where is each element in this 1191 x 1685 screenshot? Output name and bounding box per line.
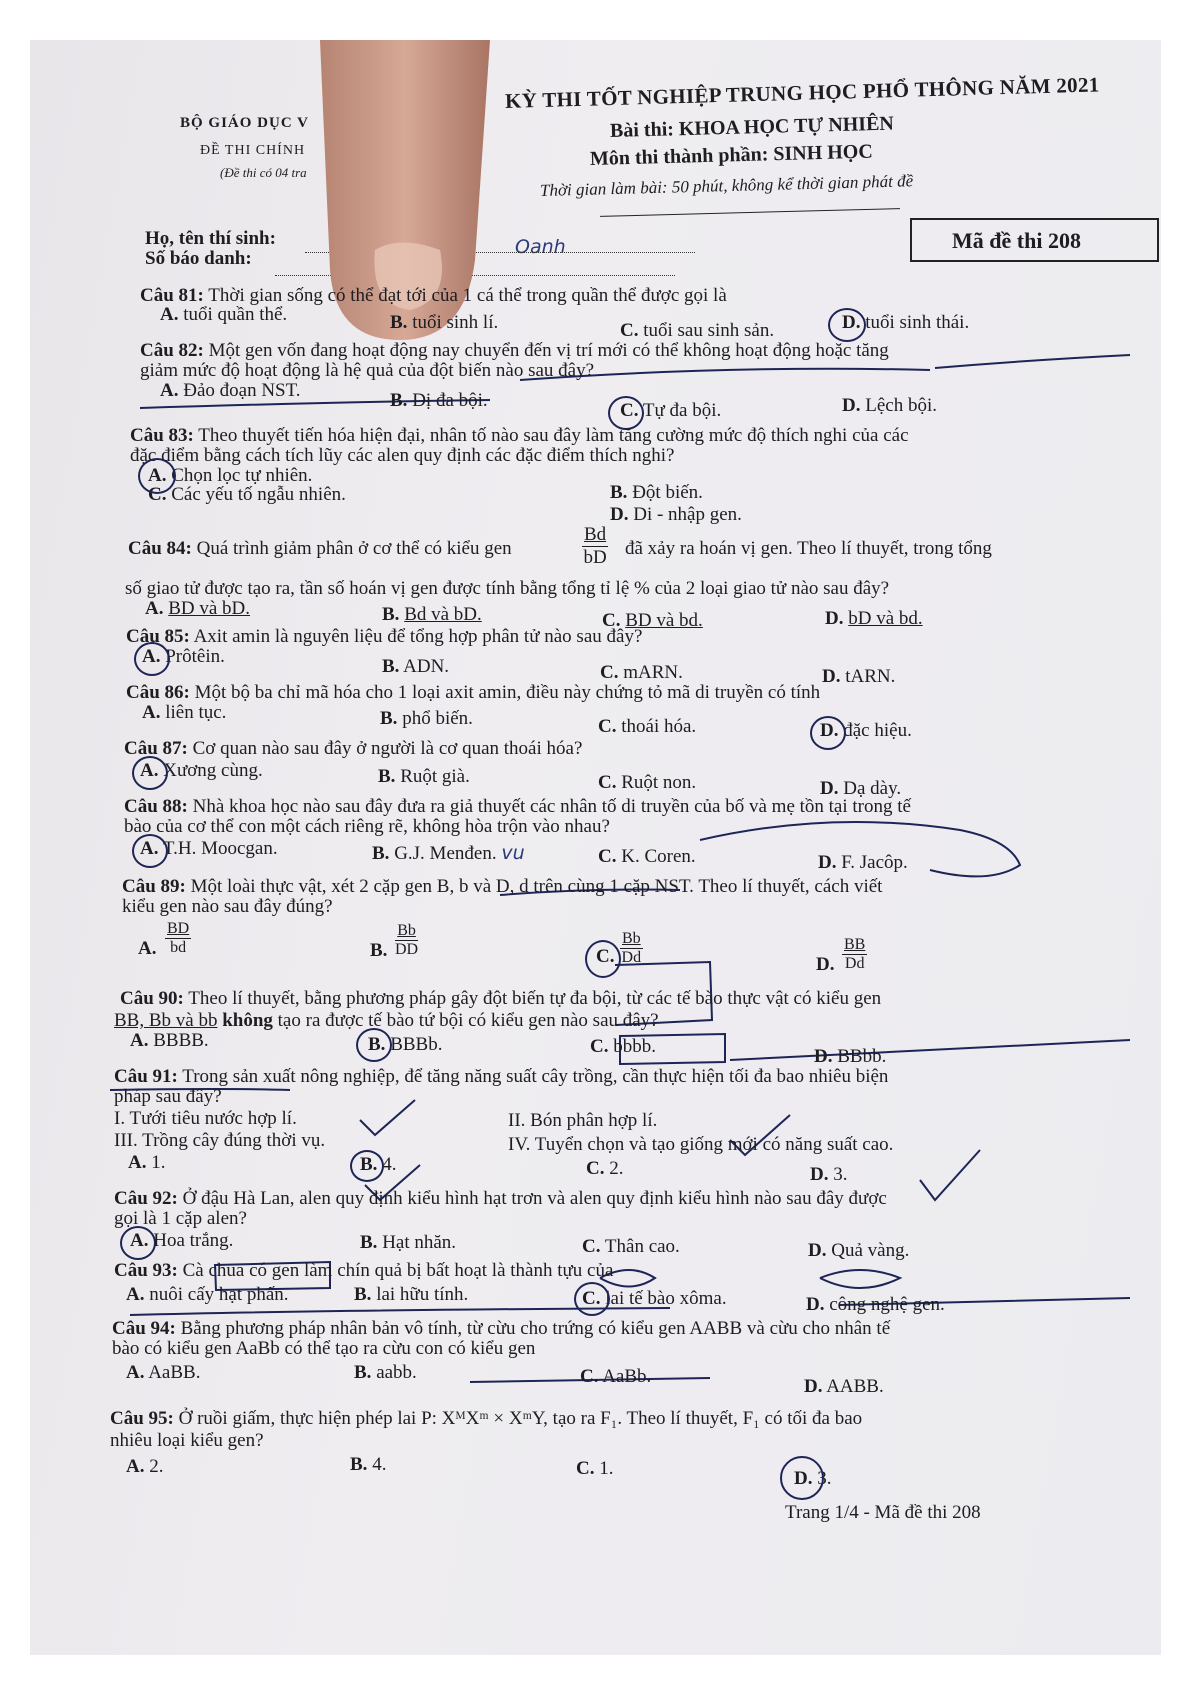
q94-a-label: A. [126,1362,145,1383]
q89-c-label: C. [596,946,615,967]
q87-d: Dạ dày. [843,778,902,799]
q82-b: Dị đa bội. [412,390,488,411]
q81-c: tuổi sau sinh sản. [643,320,775,341]
q82-text1: Một gen vốn đang hoạt động nay chuyển đến vị trí mới có thể không hoạt động hoặc tăng [208,340,889,361]
q84-text1b: đã xảy ra hoán vị gen. Theo lí thuyết, trong tổng [625,538,992,559]
check-i [360,1100,415,1135]
q89-c-den: Dd [621,949,642,966]
q83-d: Di - nhập gen. [633,504,742,525]
q81-b-label: B. [390,312,408,333]
name-label: Họ, tên thí sinh: [145,228,276,249]
answer-circle-q91 [350,1150,384,1182]
q83-c: Các yếu tố ngẫu nhiên. [171,484,346,505]
official-label: ĐỀ THI CHÍNH [200,143,306,158]
q90-b-label: B. [368,1034,386,1055]
q94-text2: bào có kiểu gen AaBb có thể tạo ra cừu con có kiểu gen [112,1338,536,1359]
q90-a-label: A. [130,1030,149,1051]
q86-a: liên tục. [165,702,227,723]
q91-d: 3. [833,1164,848,1185]
q93-b: lai hữu tính. [376,1284,469,1305]
q91-a-label: A. [128,1152,147,1173]
oval-q92b [820,1270,900,1288]
q87-num: Câu 87: [124,738,188,759]
q86-a-label: A. [142,702,161,723]
underline-q90 [730,1040,1130,1060]
q93-d: công nghệ gen. [829,1294,945,1315]
q91-i: I. Tưới tiêu nước hợp lí. [114,1108,297,1129]
q90-text2b: không [222,1010,273,1031]
answer-circle-q88 [132,834,168,868]
q93-num: Câu 93: [114,1260,178,1281]
answer-circle-q86 [810,716,846,750]
q82-c-label: C. [620,400,639,421]
q95-c-label: C. [576,1458,595,1479]
q86-c: thoái hóa. [621,716,697,737]
answer-circle-q95 [780,1456,824,1500]
q83-c-label: C. [148,484,167,505]
q92-text1: Ở đậu Hà Lan, alen quy định kiểu hình hạt trơn và alen quy định kiểu hình nào sau đây được [182,1188,887,1209]
q83-b: Đột biến. [632,482,703,503]
q84-a: BD và bD. [168,598,251,619]
q85-c: mARN. [623,662,683,683]
q86-d-label: D. [820,720,839,741]
q85-a: Prôtêin. [165,646,225,667]
ministry-label: BỘ GIÁO DỤC V [180,115,309,131]
q82-a: Đảo đoạn NST. [183,380,301,401]
q95-d: 3. [817,1468,832,1489]
q93-a: nuôi cấy hạt phấn. [149,1284,289,1305]
q94-c: AaBb. [602,1366,652,1387]
q82-text2: giảm mức độ hoạt động là hệ quả của đột biến nào sau đây? [140,360,595,381]
q92-text2: gọi là 1 cặp alen? [114,1208,247,1229]
exam-code: Mã đề thi 208 [952,228,1081,253]
q89-d-frac [842,936,867,973]
q94-d-label: D. [804,1376,823,1397]
q84-text2: số giao tử được tạo ra, tần số hoán vị gen được tính bằng tổng tỉ lệ % của 2 loại giao tử nào sau đây? [125,578,890,599]
q95-num: Câu 95: [110,1408,174,1429]
q89-b-num: Bb [395,922,418,941]
q91-b-label: B. [360,1154,378,1175]
q93-c: lai tế bào xôma. [605,1288,727,1309]
page-footer: Trang 1/4 - Mã đề thi 208 [785,1502,981,1523]
q89-text1: Một loài thực vật, xét 2 cặp gen B, b và D, d trên cùng 1 cặp NST. Theo lí thuyết, cách viết [190,876,883,897]
q85-d: tARN. [845,666,896,687]
q82-num: Câu 82: [140,340,204,361]
q86-b-label: B. [380,708,398,729]
q90-c: bbbb. [613,1036,656,1057]
q83-a: Chọn lọc tự nhiên. [171,465,313,486]
q90-b: BBBb. [390,1034,443,1055]
q89-b-label: B. [370,940,388,961]
q92-b: Hạt nhăn. [382,1232,457,1253]
q95-c: 1. [599,1458,614,1479]
q88-text2: bào của cơ thể con một cách riêng rẽ, không hòa trộn vào nhau? [124,816,610,837]
q92-c-label: C. [582,1236,601,1257]
q90-text1: Theo lí thuyết, bằng phương pháp gây đột biến tự đa bội, từ các tế bào thực vật có kiểu gen [188,988,882,1009]
q88-a: T.H. Moocgan. [162,838,278,859]
q81-b: tuổi sinh lí. [412,312,499,333]
q90-c-label: C. [590,1036,609,1057]
q89-c-frac [620,930,643,967]
q82-d-label: D. [842,395,861,416]
q84-num: Câu 84: [128,538,192,559]
q95-d-label: D. [794,1468,813,1489]
q95-b: 4. [372,1454,387,1475]
q89-num: Câu 89: [122,876,186,897]
q89-d-den: Dd [844,955,865,972]
q84-frac-num: Bd [584,524,607,545]
q85-c-label: C. [600,662,619,683]
q95-text2: nhiêu loại kiểu gen? [110,1430,264,1451]
answer-circle-q83 [138,458,176,494]
q86-b: phổ biến. [402,708,473,729]
q84-fraction [582,524,608,569]
q94-b: aabb. [376,1362,417,1383]
q83-d-label: D. [610,504,629,525]
q89-a-den: bd [170,939,187,956]
pages-note: (Đề thi có 04 tra [220,165,307,180]
q92-a: Hoa trắng. [153,1230,234,1251]
q91-text2: pháp sau đây? [114,1086,222,1107]
q92-b-label: B. [360,1232,378,1253]
q89-b-den: DD [395,941,419,958]
q95-text1: Ở ruồi giấm, thực hiện phép lai P: XᴹXᵐ × XᵐY, tạo ra F₁. Theo lí thuyết, F₁ có tối đa bao [178,1408,863,1429]
q82-c: Tự đa bội. [642,400,722,421]
q83-text1: Theo thuyết tiến hóa hiện đại, nhân tố nào sau đây làm tăng cường mức độ thích nghi của các [198,425,909,446]
q84-b-label: B. [382,604,400,625]
q85-b: ADN. [403,656,450,677]
q84-d-label: D. [825,608,844,629]
q87-b: Ruột già. [400,766,470,787]
check-iv [920,1150,980,1200]
q83-a-label: A. [148,465,167,486]
q86-num: Câu 86: [126,682,190,703]
q88-b: G.J. Menđen. [394,843,497,864]
answer-circle-q93 [574,1282,610,1316]
q93-b-label: B. [354,1284,372,1305]
answer-circle-q89 [585,940,621,978]
q89-b-frac [395,922,418,959]
q87-a: Xương cùng. [163,760,263,781]
exam-sheet [30,40,1161,1655]
q91-a: 1. [151,1152,166,1173]
q94-c-label: C. [580,1366,599,1387]
q86-c-label: C. [598,716,617,737]
name-value-2: Oanh [515,236,566,258]
q93-c-label: C. [582,1288,601,1309]
q83-text2: đặc điểm bằng cách tích lũy các alen quy định các đặc điểm thích nghi? [130,445,675,466]
q87-c-label: C. [598,772,617,793]
q84-a-label: A. [145,598,164,619]
q95-a: 2. [149,1456,164,1477]
q88-num: Câu 88: [124,796,188,817]
q91-text1: Trong sản xuất nông nghiệp, để tăng năng suất cây trồng, cần thực hiện tối đa bao nhiêu biện [182,1066,889,1087]
q88-d: F. Jacôp. [841,852,908,873]
q91-iii: III. Trồng cây đúng thời vụ. [114,1130,326,1151]
q92-a-label: A. [130,1230,149,1251]
exam-code-box [910,218,1159,262]
q95-a-label: A. [126,1456,145,1477]
q82-a-label: A. [160,380,179,401]
q91-iv: IV. Tuyển chọn và tạo giống mới có năng suất cao. [508,1134,894,1155]
subject-line: Bài thi: KHOA HỌC TỰ NHIÊN [609,112,895,142]
q87-text: Cơ quan nào sau đây ở người là cơ quan thoái hóa? [192,738,583,759]
q86-text: Một bộ ba chỉ mã hóa cho 1 loại axit amin, điều này chứng tỏ mã di truyền có tính [194,682,821,703]
q90-a: BBBB. [153,1030,209,1051]
q82-d: Lệch bội. [865,395,937,416]
q83-num: Câu 83: [130,425,194,446]
q89-c-num: Bb [622,930,641,947]
q88-text1: Nhà khoa học nào sau đây đưa ra giả thuyết các nhân tố di truyền của bố và mẹ tồn tại trong tế [192,796,911,817]
q81-a: tuổi quần thể. [183,304,288,325]
q93-text: Cà chua có gen làm chín quả bị bất hoạt là thành tựu của [182,1260,614,1281]
q84-b: Bd và bD. [404,604,482,625]
q94-a: AaBB. [148,1362,201,1383]
time-line: Thời gian làm bài: 50 phút, không kể thời gian phát đề [539,171,914,200]
q82-b-label: B. [390,390,408,411]
q93-d-label: D. [806,1294,825,1315]
q85-num: Câu 85: [126,626,190,647]
q91-num: Câu 91: [114,1066,178,1087]
q87-b-label: B. [378,766,396,787]
q85-b-label: B. [382,656,400,677]
q89-a-label: A. [138,938,157,959]
q81-text: Thời gian sống có thể đạt tới của 1 cá thể trong quần thể được gọi là [208,285,727,306]
q83-b-label: B. [610,482,628,503]
q91-b: 4. [382,1154,397,1175]
exam-title: KỲ THI TỐT NGHIỆP TRUNG HỌC PHỔ THÔNG NĂM 2021 [504,72,1100,113]
id-label: Số báo danh: [145,248,252,269]
q92-num: Câu 92: [114,1188,178,1209]
q84-frac-den: bD [583,547,607,568]
q84-c-label: C. [602,610,621,631]
q88-note: vu [501,842,525,864]
q86-d: đặc hiệu. [843,720,912,741]
q90-num: Câu 90: [120,988,184,1009]
q94-num: Câu 94: [112,1318,176,1339]
answer-circle-q85 [134,642,170,676]
q81-d-label: D. [842,312,861,333]
q88-c: K. Coren. [621,846,696,867]
q87-a-label: A. [140,760,159,781]
q90-text2a: BB, Bb và bb [114,1010,218,1031]
q85-text: Axit amin là nguyên liệu để tổng hợp phân tử nào sau đây? [193,626,643,647]
q81-d: tuổi sinh thái. [865,312,970,333]
answer-circle-q81 [828,308,866,342]
q81-a-label: A. [160,304,179,325]
q89-text2: kiểu gen nào sau đây đúng? [122,896,333,917]
q93-a-label: A. [126,1284,145,1305]
q89-a-frac [165,920,191,957]
q91-d-label: D. [810,1164,829,1185]
q81-c-label: C. [620,320,639,341]
q89-a-num: BD [167,920,190,937]
answer-circle-q87 [132,756,168,790]
q87-d-label: D. [820,778,839,799]
q84-text1a: Quá trình giảm phân ở cơ thể có kiểu gen [196,538,512,559]
q90-d: BBbb. [837,1046,887,1067]
q92-d-label: D. [808,1240,827,1261]
q90-d-label: D. [814,1046,833,1067]
answer-circle-q90 [356,1028,392,1062]
q90-text2c: tạo ra được tế bào tứ bội có kiểu gen nào sau đây? [277,1010,659,1031]
answer-circle-q92 [120,1226,156,1260]
q92-d: Quả vàng. [831,1240,910,1261]
q94-b-label: B. [354,1362,372,1383]
q85-d-label: D. [822,666,841,687]
q89-d-num: BB [844,936,866,953]
q95-b-label: B. [350,1454,368,1475]
q92-c: Thân cao. [604,1236,680,1257]
q81-num: Câu 81: [140,285,204,306]
q87-c: Ruột non. [621,772,697,793]
q88-c-label: C. [598,846,617,867]
component-line: Môn thi thành phần: SINH HỌC [589,140,874,170]
q88-b-label: B. [372,843,390,864]
q91-c-label: C. [586,1158,605,1179]
q91-c: 2. [609,1158,624,1179]
q88-a-label: A. [140,838,159,859]
q94-text1: Bằng phương pháp nhân bản vô tính, từ cừu cho trứng có kiểu gen AABB và cừu cho nhân tế [180,1318,891,1339]
q85-a-label: A. [142,646,161,667]
q88-d-label: D. [818,852,837,873]
q94-d: AABB. [826,1376,884,1397]
q84-d: bD và bd. [848,608,923,629]
q89-d-label: D. [816,954,835,975]
q91-ii: II. Bón phân hợp lí. [508,1110,658,1131]
q84-c: BD và bd. [625,610,703,631]
